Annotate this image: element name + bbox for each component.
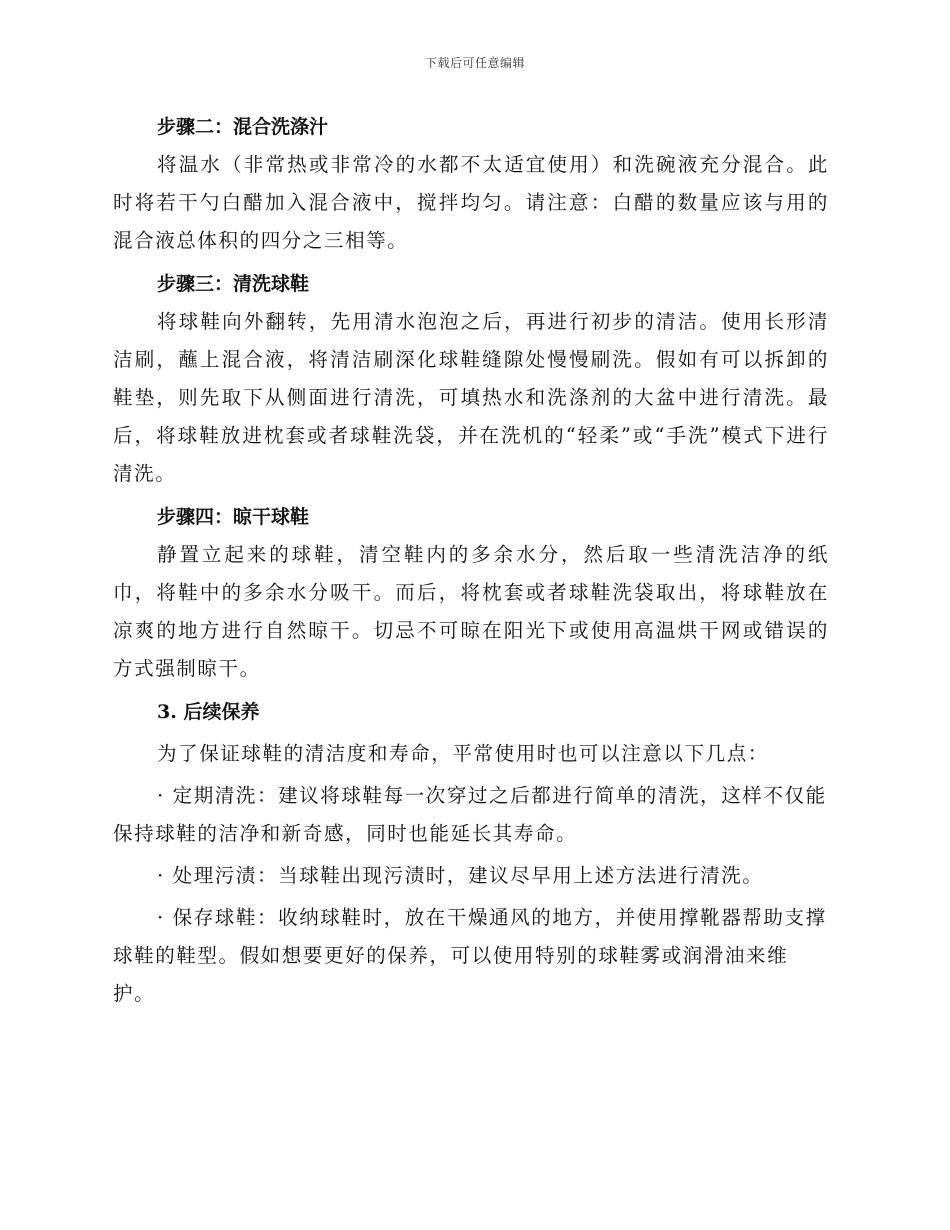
step3-heading: 步骤三：清洗球鞋: [157, 273, 310, 295]
step4-paragraph: 静置立起来的球鞋，清空鞋内的多余水分，然后取一些清洗洁净的纸巾，将鞋中的多余水分吸干。而后，将枕套或者球鞋洗袋取出，将球鞋放在凉爽的地方进行自然晾干。切忌不可晾在阳光下或使用高温烘干网或错误的方式强制晾干。: [113, 543, 829, 680]
maintenance-section: [113, 693, 829, 1013]
maintenance-intro: 为了保证球鞋的清洁度和寿命，平常使用时也可以注意以下几点：: [157, 742, 769, 765]
step2-paragraph: 将温水（非常热或非常冷的水都不太适宜使用）和洗碗液充分混合。此时将若干勺白醋加入混合液中，搅拌均匀。请注意：白醋的数量应该与用的混合液总体积的四分之三相等。: [113, 153, 829, 252]
step4-section: [113, 498, 829, 688]
step3-section: [113, 265, 829, 493]
page-header: 下载后可任意编辑: [424, 56, 525, 70]
maintenance-bullet-stain-treatment: · 处理污渍：当球鞋出现污渍时，建议尽早用上述方法进行清洗。: [157, 864, 764, 887]
step2-section: [113, 108, 829, 260]
maintenance-bullet-storage: · 保存球鞋：收纳球鞋时，放在干燥通风的地方，并使用撑靴器帮助支撑球鞋的鞋型。假如想要更好的保养，可以使用特别的球鞋雾或润滑油来维护。: [113, 906, 827, 1005]
document-body: [113, 108, 829, 1013]
step4-heading: 步骤四：晾干球鞋: [157, 506, 310, 528]
step2-heading: 步骤二：混合洗涤汁: [157, 116, 329, 138]
maintenance-bullet-regular-cleaning: · 定期清洗：建议将球鞋每一次穿过之后都进行简单的清洗，这样不仅能保持球鞋的洁净和新奇感，同时也能延长其寿命。: [113, 784, 827, 845]
step3-paragraph: 将球鞋向外翻转，先用清水泡泡之后，再进行初步的清洁。使用长形清洁刷，蘸上混合液，将清洁刷深化球鞋缝隙处慢慢刷洗。假如有可以拆卸的鞋垫，则先取下从侧面进行清洗，可填热水和洗涤剂的大盆中进行清洗。最后，将球鞋放进枕套或者球鞋洗袋，并在洗机的“轻柔”或“手洗”模式下进行清洗。: [113, 310, 829, 485]
maintenance-heading: 3. 后续保养: [157, 701, 260, 723]
